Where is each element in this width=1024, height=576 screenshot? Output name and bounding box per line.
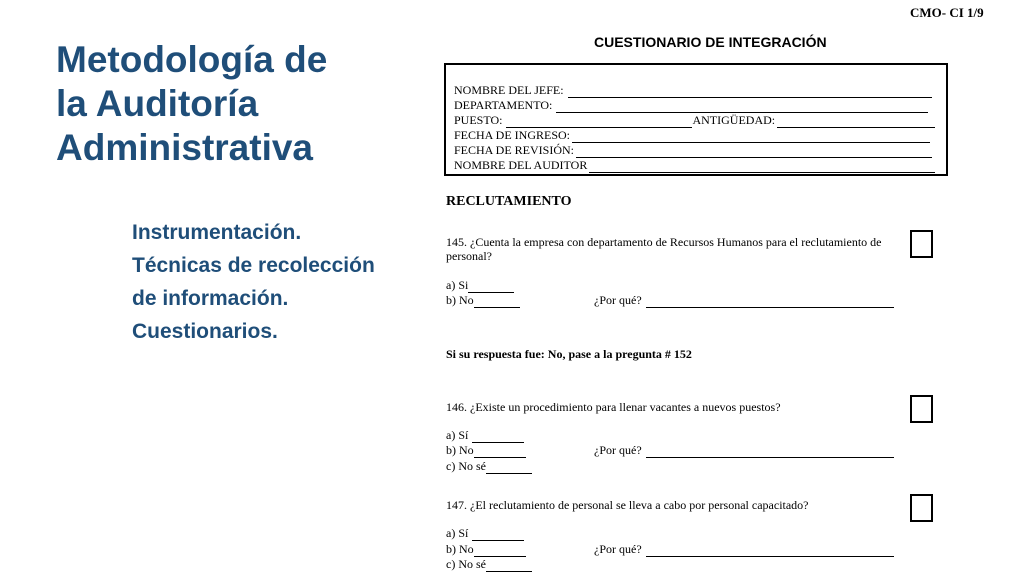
question-145: 145. ¿Cuenta la empresa con departamento de Recursos Humanos para el reclutamiento de personal? — [446, 235, 882, 263]
option-label: a) Sí — [446, 526, 469, 540]
fill-line[interactable] — [486, 560, 532, 572]
fill-line — [568, 86, 932, 98]
option-a — [446, 428, 524, 443]
subtitle-line: Instrumentación. — [132, 221, 302, 244]
option-b — [446, 443, 526, 458]
field-fecha-revision — [454, 143, 932, 158]
subtitle-line: Técnicas de recolección — [132, 254, 375, 277]
option-a — [446, 278, 514, 293]
porque-label: ¿Por qué? — [594, 542, 642, 556]
porque-label: ¿Por qué? — [594, 443, 642, 457]
option-label: b) No — [446, 443, 474, 457]
fill-line — [576, 146, 932, 158]
option-label: c) No sé — [446, 557, 486, 571]
fill-line[interactable] — [646, 545, 894, 557]
field-label: PUESTO: — [454, 113, 503, 127]
title-line: la Auditoría — [56, 83, 259, 124]
skip-note: Si su respuesta fue: No, pase a la pregunta # 152 — [446, 347, 692, 361]
option-label: a) Sí — [446, 428, 469, 442]
option-c — [446, 557, 532, 572]
field-fecha-ingreso — [454, 128, 930, 143]
document-title: CUESTIONARIO DE INTEGRACIÓN — [594, 34, 827, 50]
info-box — [444, 63, 948, 176]
field-label: NOMBRE DEL AUDITOR — [454, 158, 588, 172]
question-146: 146. ¿Existe un procedimiento para llenar vacantes a nuevos puestos? — [446, 400, 781, 414]
answer-checkbox[interactable] — [910, 230, 933, 258]
fill-line — [589, 161, 935, 173]
subtitle-line: de información. — [132, 287, 289, 310]
answer-checkbox[interactable] — [910, 395, 933, 423]
option-label: b) No — [446, 293, 474, 307]
field-puesto — [454, 113, 935, 128]
field-departamento — [454, 98, 928, 113]
field-label: DEPARTAMENTO: — [454, 98, 553, 112]
option-label: b) No — [446, 542, 474, 556]
porque-field — [594, 293, 894, 308]
fill-line[interactable] — [646, 446, 894, 458]
fill-line — [506, 116, 692, 128]
field-label: FECHA DE INGRESO: — [454, 128, 571, 142]
option-b — [446, 542, 526, 557]
field-label: FECHA DE REVISIÓN: — [454, 143, 575, 157]
answer-checkbox[interactable] — [910, 494, 933, 522]
option-label: a) Si — [446, 278, 469, 292]
fill-line[interactable] — [468, 281, 514, 293]
porque-field — [594, 443, 894, 458]
fill-line[interactable] — [474, 545, 526, 557]
option-c — [446, 459, 532, 474]
document-code: CMO- CI 1/9 — [910, 5, 984, 20]
fill-line — [572, 131, 930, 143]
fill-line[interactable] — [486, 462, 532, 474]
porque-label: ¿Por qué? — [594, 293, 642, 307]
fill-line[interactable] — [474, 296, 520, 308]
option-a — [446, 526, 524, 541]
title-line: Metodología de — [56, 39, 328, 80]
fill-line[interactable] — [646, 296, 894, 308]
field-auditor — [454, 158, 935, 173]
fill-line[interactable] — [472, 431, 524, 443]
porque-field — [594, 542, 894, 557]
title-line: Administrativa — [56, 127, 314, 168]
field-jefe — [454, 83, 932, 98]
field-label: NOMBRE DEL JEFE: — [454, 83, 564, 97]
subtitle-line: Cuestionarios. — [132, 320, 278, 343]
fill-line[interactable] — [474, 446, 526, 458]
fill-line — [556, 101, 928, 113]
question-147: 147. ¿El reclutamiento de personal se lleva a cabo por personal capacitado? — [446, 498, 809, 512]
fill-line[interactable] — [472, 529, 524, 541]
fill-line — [777, 116, 935, 128]
option-b — [446, 293, 520, 308]
option-label: c) No sé — [446, 459, 486, 473]
section-heading: RECLUTAMIENTO — [446, 194, 572, 209]
field-label: ANTIGÜEDAD: — [692, 113, 776, 127]
